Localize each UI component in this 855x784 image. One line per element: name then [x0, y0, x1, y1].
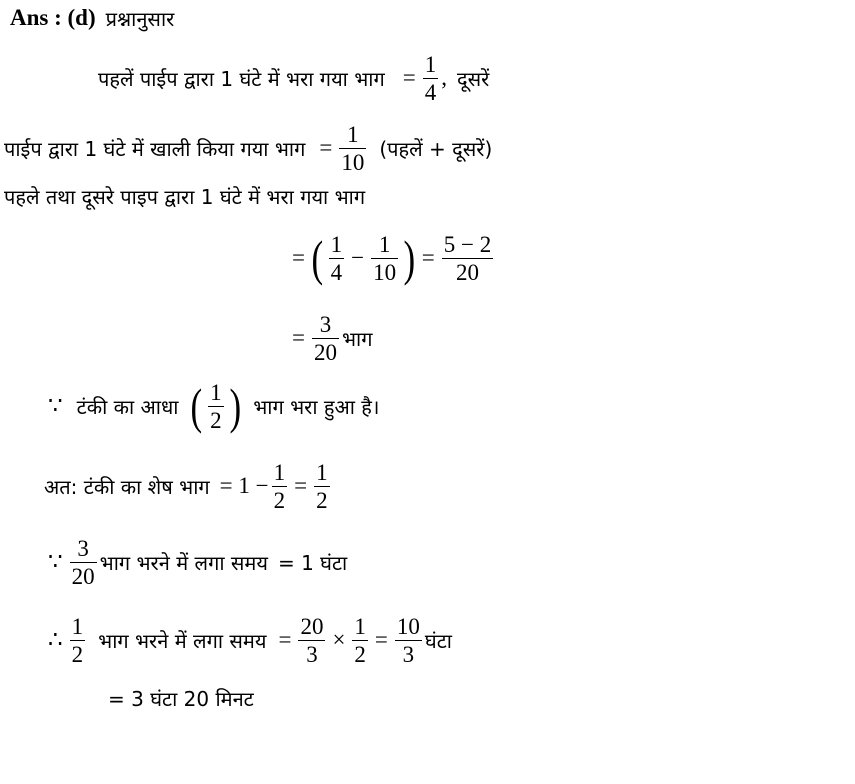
step-result: = 1 घंटा	[277, 550, 348, 575]
equals-sign: =	[294, 473, 308, 498]
step-line-9	[44, 610, 452, 670]
step-text: टंकी का आधा	[76, 394, 179, 419]
step-line-5	[288, 308, 372, 368]
equals-sign: =	[278, 627, 292, 652]
step-text: भाग भरने में लगा समय	[98, 628, 267, 653]
step-text: पहले तथा दूसरे पाइप द्वारा 1 घंटे में भरा गया भाग	[4, 184, 366, 209]
fraction: $\frac{1}{2}$	[210, 379, 222, 433]
step-line-4	[288, 228, 496, 288]
equals-sign: =	[292, 325, 305, 350]
step-text: पाईप द्वारा 1 घंटे में खाली किया गया भाग	[4, 136, 306, 161]
therefore-symbol: ∴	[48, 627, 63, 652]
step-line-1	[98, 48, 489, 108]
because-symbol: ∵	[48, 393, 63, 418]
answer-header	[10, 0, 174, 48]
step-tail: दूसरें	[456, 66, 490, 91]
equals-sign: =	[402, 65, 416, 90]
fraction: $\frac{1}{2}$	[316, 459, 328, 513]
step-tail: (पहलें + दूसरें)	[379, 136, 493, 161]
final-result: = 3 घंटा 20 मिनट	[108, 686, 254, 711]
step-line-8	[44, 532, 347, 592]
right-paren: )	[229, 378, 241, 434]
fraction: $\frac{1}{2}$	[273, 459, 286, 513]
step-tail: भाग भरा हुआ है।	[253, 394, 380, 419]
comma: ,	[441, 65, 447, 90]
fraction: $\frac{1}{4}$	[330, 231, 343, 285]
step-text: भाग भरने में लगा समय	[99, 550, 268, 575]
minus-sign: −	[351, 245, 365, 270]
step-line-3	[4, 166, 365, 226]
fraction: $\frac{1}{10}$	[373, 231, 397, 285]
equals-sign: =	[319, 135, 333, 160]
fraction: $\frac{10}{3}$	[396, 613, 420, 667]
fraction: $\frac{5 - 2}{20}$	[443, 231, 492, 285]
step-line-10	[108, 668, 254, 728]
step-tail: भाग	[341, 326, 373, 351]
equals-sign: =	[374, 627, 388, 652]
fraction: $\frac{20}{3}$	[300, 613, 324, 667]
expression: = 1 −	[219, 473, 269, 498]
answer-label: Ans : (d)	[10, 5, 96, 30]
answer-word: प्रश्नानुसार	[105, 6, 175, 31]
left-paren: (	[190, 378, 203, 434]
left-paren: (	[311, 230, 324, 286]
fraction: $\frac{3}{20}$	[71, 535, 95, 589]
step-text: पहलें पाईप द्वारा 1 घंटे में भरा गया भाग	[98, 66, 385, 91]
fraction: $\frac{3}{20}$	[313, 311, 337, 365]
times-sign: ×	[332, 627, 346, 652]
step-line-6	[44, 376, 380, 436]
because-symbol: ∵	[48, 549, 63, 574]
step-line-7	[44, 456, 333, 516]
step-text: अत: टंकी का शेष भाग	[44, 474, 210, 499]
fraction: $\frac{1}{2}$	[354, 613, 366, 667]
equals-sign: =	[421, 245, 435, 270]
step-tail: घंटा	[424, 628, 452, 653]
fraction: $\frac{1}{2}$	[71, 613, 84, 667]
right-paren: )	[403, 230, 416, 286]
equals-sign: =	[292, 245, 305, 270]
fraction: $\frac{1}{4}$	[424, 51, 437, 105]
fraction: $\frac{1}{10}$	[341, 121, 365, 175]
